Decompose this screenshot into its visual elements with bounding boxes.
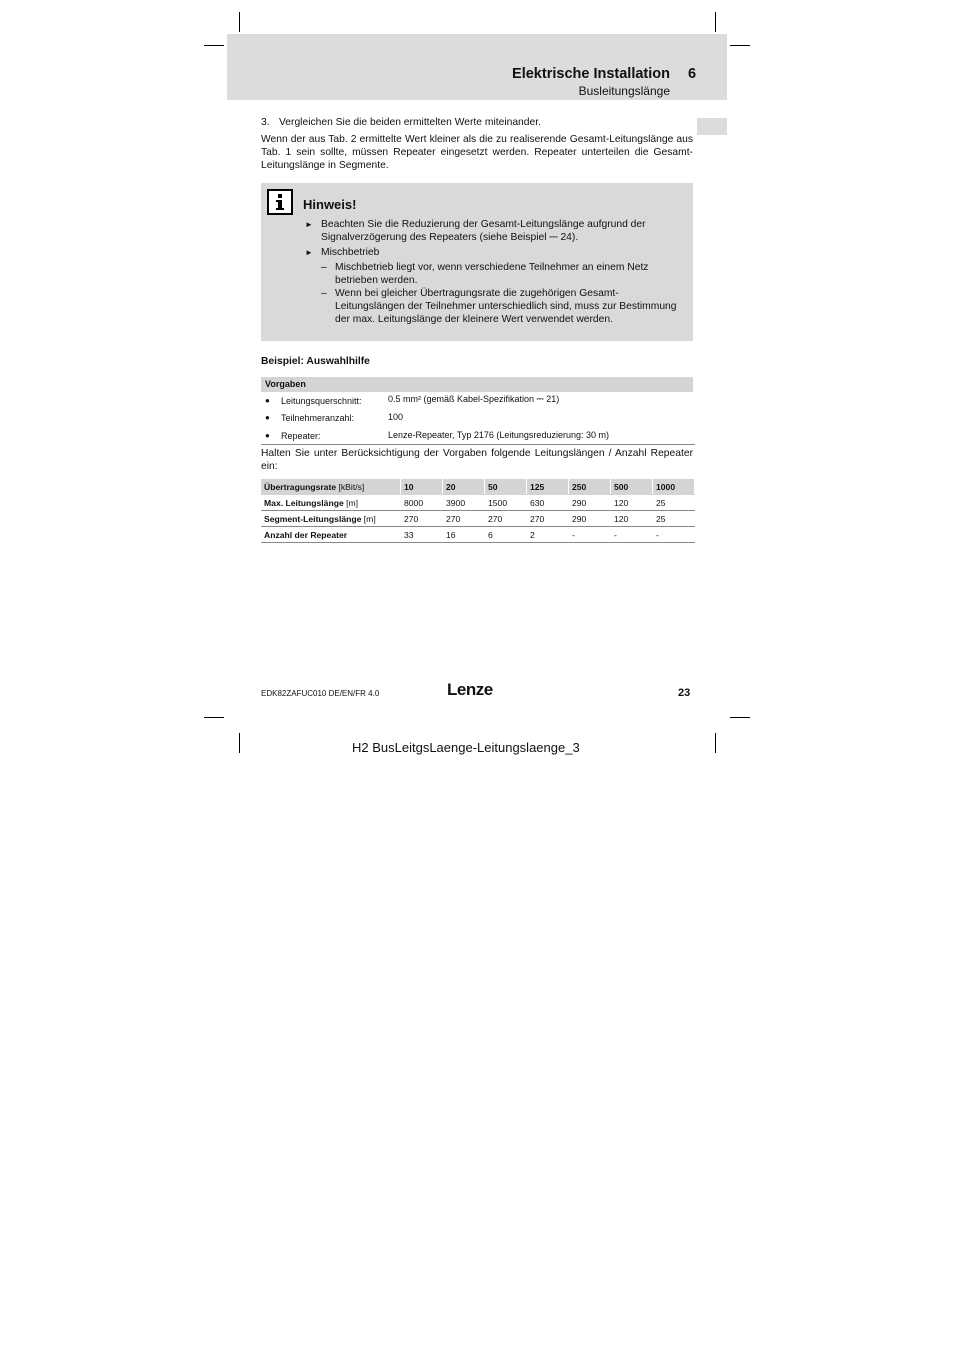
table-cell: - — [611, 527, 653, 543]
table-header-cell: 250 — [569, 479, 611, 495]
table-header-cell: 50 — [485, 479, 527, 495]
step-number: 3. — [261, 117, 270, 128]
vorgaben-value: 100 — [388, 412, 404, 422]
example-title: Beispiel: Auswahlhilfe — [261, 356, 370, 367]
dash-icon: – — [321, 288, 327, 299]
vorgaben-value: Lenze-Repeater, Typ 2176 (Leitungsreduzierung: 30 m) — [388, 430, 609, 440]
table-cell: 270 — [443, 511, 485, 527]
table-row-label — [261, 495, 401, 511]
note-title: Hinweis! — [303, 197, 357, 212]
table-cell: 270 — [401, 511, 443, 527]
vorgaben-label: Teilnehmeranzahl: — [281, 413, 355, 423]
table-cell: 3900 — [443, 495, 485, 511]
paragraph-repeater: Wenn der aus Tab. 2 ermittelte Wert kleiner als die zu realiserende Gesamt-Leitungslänge aus Tab. 1 sein sollte, müssen Repeater eingesetzt werden. Repeater unterteilen die Gesamt-Leitungslänge in Segmente. — [261, 134, 693, 171]
table-cell: 16 — [443, 527, 485, 543]
table-cell: 6 — [485, 527, 527, 543]
note-subitem-text: Mischbetrieb liegt vor, wenn verschiedene Teilnehmer an einem Netz betrieben werden. — [335, 262, 649, 286]
table-header-cell — [261, 479, 401, 495]
table-header-cell: 125 — [527, 479, 569, 495]
crop-mark — [239, 12, 240, 32]
table-cell: 270 — [527, 511, 569, 527]
crop-mark — [239, 733, 240, 753]
chapter-side-tab — [697, 118, 727, 135]
row-label: Segment-Leitungslänge — [264, 513, 362, 524]
table-header-cell: 1000 — [653, 479, 695, 495]
chapter-number: 6 — [688, 66, 697, 82]
note-item-text: Mischbetrieb — [321, 247, 380, 258]
table-cell: 120 — [611, 511, 653, 527]
arrow-right-icon: ► — [305, 248, 313, 257]
note-box — [261, 183, 693, 341]
table-row-label — [261, 511, 401, 527]
table-cell: 290 — [569, 511, 611, 527]
row-label: Anzahl der Repeater — [264, 529, 348, 540]
arrow-right-icon: ► — [305, 220, 313, 229]
crop-mark — [204, 45, 224, 46]
table-cell: 25 — [653, 511, 695, 527]
crop-mark — [730, 45, 750, 46]
table-cell: 120 — [611, 495, 653, 511]
bullet-icon: ● — [265, 396, 270, 405]
info-icon — [267, 189, 293, 215]
row-unit: [m] — [346, 497, 359, 508]
table-row — [261, 511, 695, 527]
table-header-row — [261, 479, 695, 495]
vorgaben-label: Repeater: — [281, 431, 321, 441]
vorgaben-header — [261, 377, 693, 392]
step-3 — [261, 116, 701, 129]
note-item — [305, 218, 685, 244]
table-cell: 25 — [653, 495, 695, 511]
table-cell: 1500 — [485, 495, 527, 511]
bullet-icon: ● — [265, 431, 270, 440]
table-header-cell: 10 — [401, 479, 443, 495]
section-title: Busleitungslänge — [578, 84, 670, 98]
step-text: Vergleichen Sie die beiden ermittelten Werte miteinander. — [279, 117, 541, 128]
header-label: Übertragungsrate — [264, 481, 337, 492]
note-subitem — [305, 261, 685, 287]
vorgaben-label: Leitungsquerschnitt: — [281, 396, 362, 406]
note-item-text: Beachten Sie die Reduzierung der Gesamt-Leitungslänge aufgrund der Signalverzögerung des Repeaters (siehe Beispiel ⎓ 24). — [321, 219, 646, 243]
table-row-label — [261, 527, 401, 543]
row-unit: [m] — [363, 513, 376, 524]
table-header-cell: 500 — [611, 479, 653, 495]
table-cell: - — [569, 527, 611, 543]
header-unit: [kBit/s] — [338, 481, 365, 492]
table-row — [261, 495, 695, 511]
crop-mark — [204, 717, 224, 718]
table-header-cell: 20 — [443, 479, 485, 495]
table-cell: 2 — [527, 527, 569, 543]
lenze-logo: Lenze — [447, 680, 493, 699]
crop-mark — [730, 717, 750, 718]
crop-mark — [715, 733, 716, 753]
table-cell: 8000 — [401, 495, 443, 511]
crop-mark — [715, 12, 716, 32]
row-label: Max. Leitungslänge — [264, 497, 344, 508]
table-row — [261, 527, 695, 543]
table-cell: 33 — [401, 527, 443, 543]
file-label: H2 BusLeitgsLaenge-Leitungslaenge_3 — [352, 740, 580, 755]
page-number: 23 — [678, 687, 691, 699]
table-cell: 630 — [527, 495, 569, 511]
paragraph-lengths: Halten Sie unter Berücksichtigung der Vorgaben folgende Leitungslängen / Anzahl Repeater ein: — [261, 448, 693, 472]
note-subitem — [305, 287, 685, 326]
vorgaben-header-label: Vorgaben — [265, 379, 306, 389]
note-item — [305, 246, 685, 259]
vorgaben-value: 0.5 mm² (gemäß Kabel-Spezifikation ⎓ 21) — [388, 394, 560, 404]
divider — [261, 444, 695, 445]
dash-icon: – — [321, 262, 327, 273]
table-cell: 290 — [569, 495, 611, 511]
document-code: EDK82ZAFUC010 DE/EN/FR 4.0 — [261, 689, 380, 698]
note-subitem-text: Wenn bei gleicher Übertragungsrate die zugehörigen Gesamt-Leitungslängen der Teilnehmer unterschiedlich sind, muss zur Bestimmung der max. Leitungslänge der kleinere Wert verwendet werden. — [335, 288, 677, 325]
note-list — [305, 218, 685, 326]
rate-table — [261, 479, 695, 543]
table-cell: 270 — [485, 511, 527, 527]
chapter-title: Elektrische Installation — [512, 66, 670, 82]
table-cell: - — [653, 527, 695, 543]
bullet-icon: ● — [265, 413, 270, 422]
